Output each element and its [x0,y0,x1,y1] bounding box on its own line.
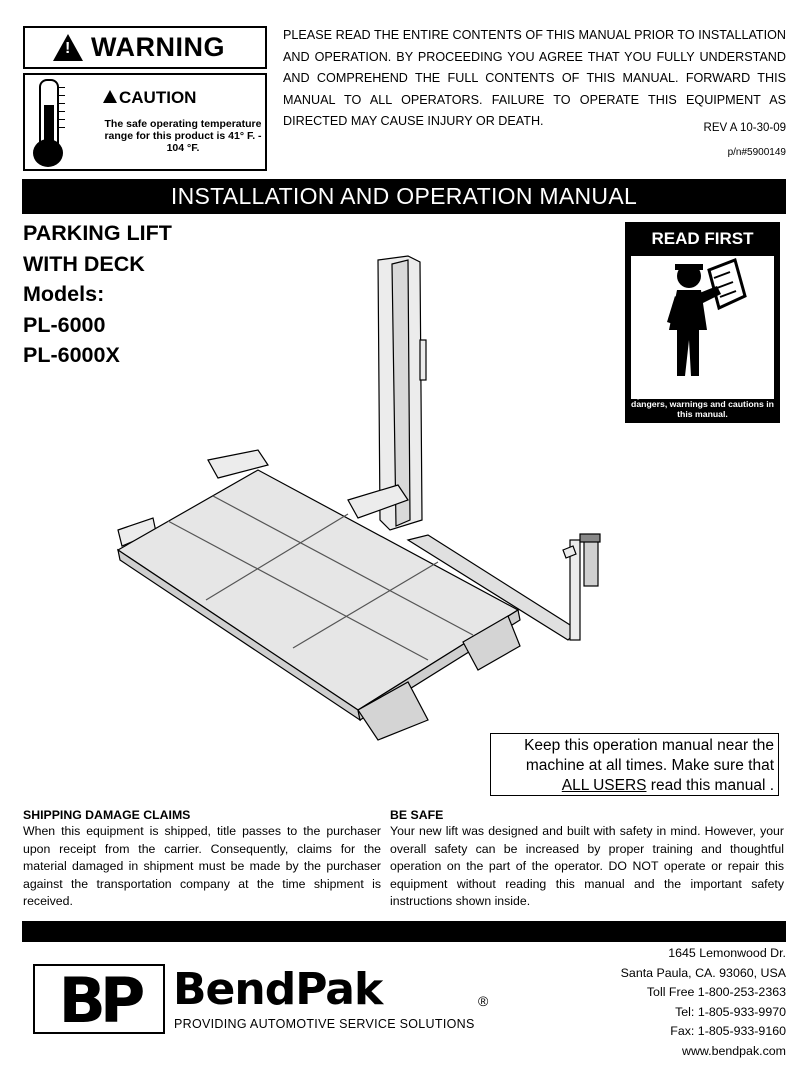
warning-triangle-icon: ! [53,34,83,61]
warning-label [23,26,267,69]
telephone: Tel: 1-805-933-9970 [675,1004,786,1019]
all-users-emphasis: ALL USERS [561,777,647,794]
caution-text: The safe operating temperature range for this product is 41° F. - 104 °F. [104,118,262,154]
part-number: p/n#5900149 [727,147,786,158]
read-first-message: Do not operate this machine until you read and understand all the dangers, warnings and cautions in this manual. [631,380,774,419]
read-first-heading: READ FIRST [651,229,754,248]
fax: Fax: 1-805-933-9160 [670,1024,786,1038]
revision: REV A 10-30-09 [703,122,786,134]
caution-label [23,73,267,171]
footer-divider [22,921,786,942]
address-city: Santa Paula, CA. 93060, USA [620,965,786,980]
reading-person-icon [631,256,774,399]
keep-manual-notice: Keep this operation manual near the machine at all times. Make sure that ALL USERS read this manual . [490,733,779,796]
shipping-heading: SHIPPING DAMAGE CLAIMS [23,808,191,822]
warning-text: WARNING [91,32,225,62]
website-link[interactable]: www.bendpak.com [682,1043,786,1058]
models-label: Models: [23,282,105,306]
registered-mark: ® [478,993,489,1009]
product-line-1: PARKING LIFT [23,221,172,245]
page-title: INSTALLATION AND OPERATION MANUAL [22,179,786,214]
toll-free: Toll Free 1-800-253-2363 [646,985,786,999]
parking-lift-illustration [108,250,628,750]
bendpak-monogram-logo [33,964,165,1034]
model-1: PL-6000 [23,312,106,337]
company-address [621,944,786,1061]
caution-title: CAUTION [103,88,196,108]
read-first-sign [625,222,780,423]
be-safe-text: Your new lift was designed and built with safety in mind. However, your overall safety can be increased by proper training and thoughtful operation on the part of the operator. DO NOT operate or repair this equipment without reading this manual and the important safety instructions shown inside. [390,824,784,909]
address-street: 1645 Lemonwood Dr. [668,946,786,960]
caution-triangle-icon [103,90,117,103]
svg-text:BP: BP [58,966,140,1032]
model-2: PL-6000X [23,343,120,367]
logo-tagline: PROVIDING AUTOMOTIVE SERVICE SOLUTIONS [174,1017,475,1031]
be-safe-heading: BE SAFE [390,808,444,822]
bendpak-wordmark: BendPak [173,964,383,1015]
shipping-text: When this equipment is shipped, title passes to the purchaser upon receipt from the carrier. Consequently, claims for the material damaged in shipment must be made by the purchaser against the transportation company at the time shipment is received. [23,824,381,909]
product-line-2: WITH DECK [23,251,145,276]
manual-notice: PLEASE READ THE ENTIRE CONTENTS OF THIS MANUAL PRIOR TO INSTALLATION AND OPERATION. BY PROCEEDING YOU AGREE THAT YOU FULLY UNDERSTAND AND COMPREHEND THE FULL CONTENTS OF THIS MANUAL. FORWARD THIS MANUAL TO ALL OPERATORS. FAILURE TO OPERATE THIS EQUIPMENT AS DIRECTED MAY CAUSE INJURY OR DEATH. [283,28,786,128]
